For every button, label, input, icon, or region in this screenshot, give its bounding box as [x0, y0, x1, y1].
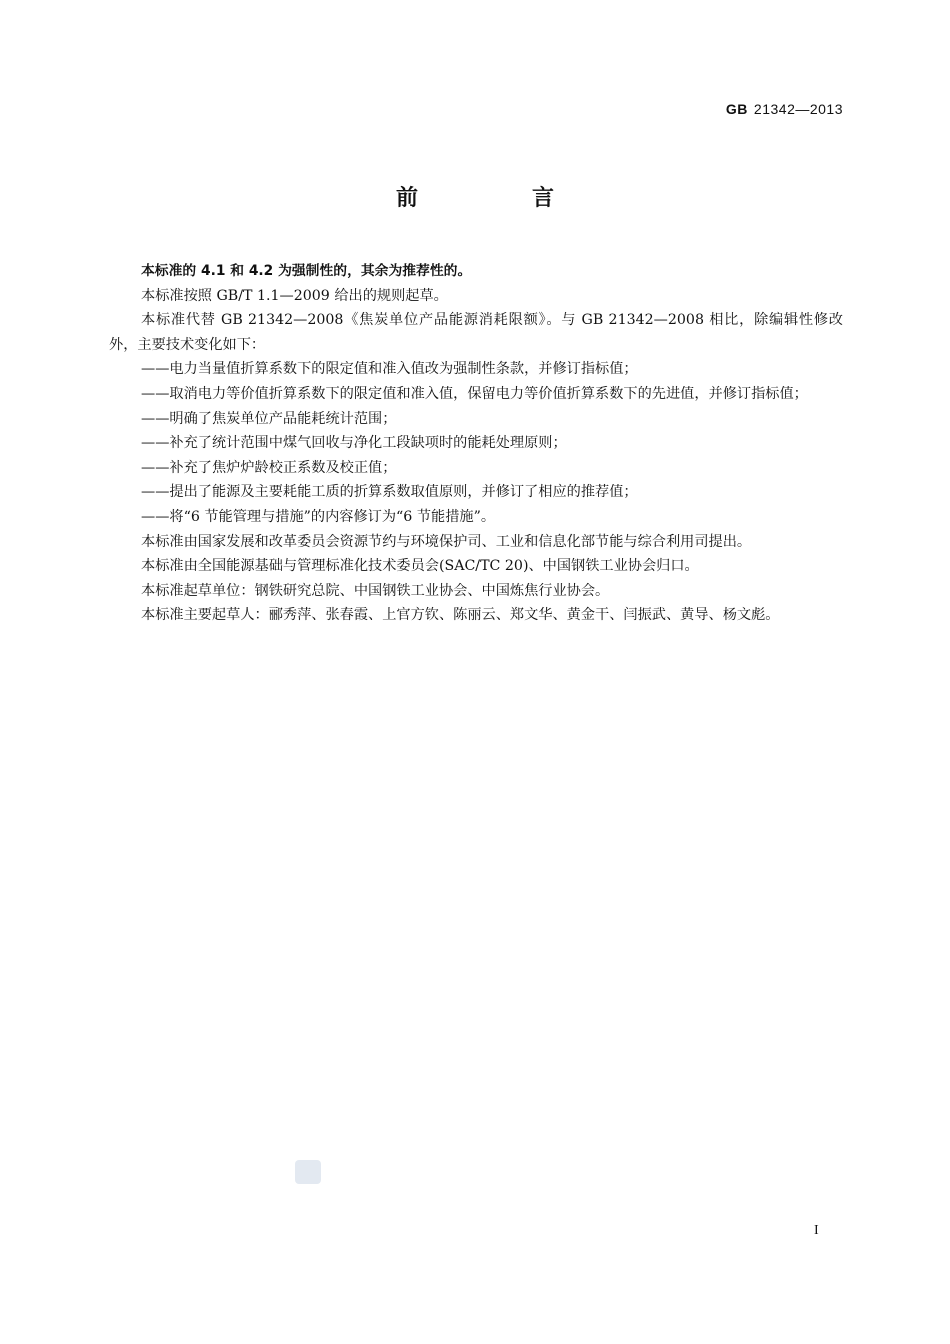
- standard-prefix: GB: [725, 101, 748, 117]
- change-item: ——电力当量值折算系数下的限定值和准入值改为强制性条款，并修订指标值；: [141, 361, 638, 378]
- change-item: ——将“6 节能管理与措施”的内容修订为“6 节能措施”。: [141, 508, 496, 525]
- foreword-body: [109, 259, 843, 628]
- drafting-units-statement: 本标准起草单位：钢铁研究总院、中国钢铁工业协会、中国炼焦行业协会。: [141, 582, 610, 599]
- administrator-statement: 本标准由全国能源基础与管理标准化技术委员会(SAC/TC 20)、中国钢铁工业协会归口。: [141, 558, 699, 575]
- standard-number: 21342—2013: [753, 101, 843, 117]
- change-item: ——补充了焦炉炉龄校正系数及校正值；: [141, 459, 397, 476]
- page-title: 前 言: [395, 186, 600, 211]
- drafting-rules-statement: 本标准按照 GB/T 1.1—2009 给出的规则起草。: [141, 287, 448, 304]
- change-item: ——提出了能源及主要耗能工质的折算系数取值原则，并修订了相应的推荐值；: [141, 484, 638, 501]
- proposer-statement: 本标准由国家发展和改革委员会资源节约与环境保护司、工业和信息化部节能与综合利用司提出。: [141, 533, 752, 550]
- replacement-statement: 本标准代替 GB 21342—2008《焦炭单位产品能源消耗限额》。与 GB 21342—2008 相比，除编辑性修改外，主要技术变化如下：: [109, 312, 843, 353]
- drafters-statement: 本标准主要起草人：郦秀萍、张春霞、上官方钦、陈丽云、郑文华、黄金干、闫振武、黄导、杨文彪。: [141, 607, 780, 624]
- standard-code: [726, 101, 843, 117]
- mandatory-clause-statement: 本标准的 4.1 和 4.2 为强制性的，其余为推荐性的。: [141, 263, 472, 279]
- change-item: ——补充了统计范围中煤气回收与净化工段缺项时的能耗处理原则；: [141, 435, 567, 452]
- sac-logo: [295, 1160, 321, 1184]
- change-item: ——取消电力等价值折算系数下的限定值和准入值，保留电力等价值折算系数下的先进值，并修订指标值；: [141, 385, 808, 402]
- change-item: ——明确了焦炭单位产品能耗统计范围；: [141, 410, 397, 427]
- page-number: I: [814, 1223, 819, 1238]
